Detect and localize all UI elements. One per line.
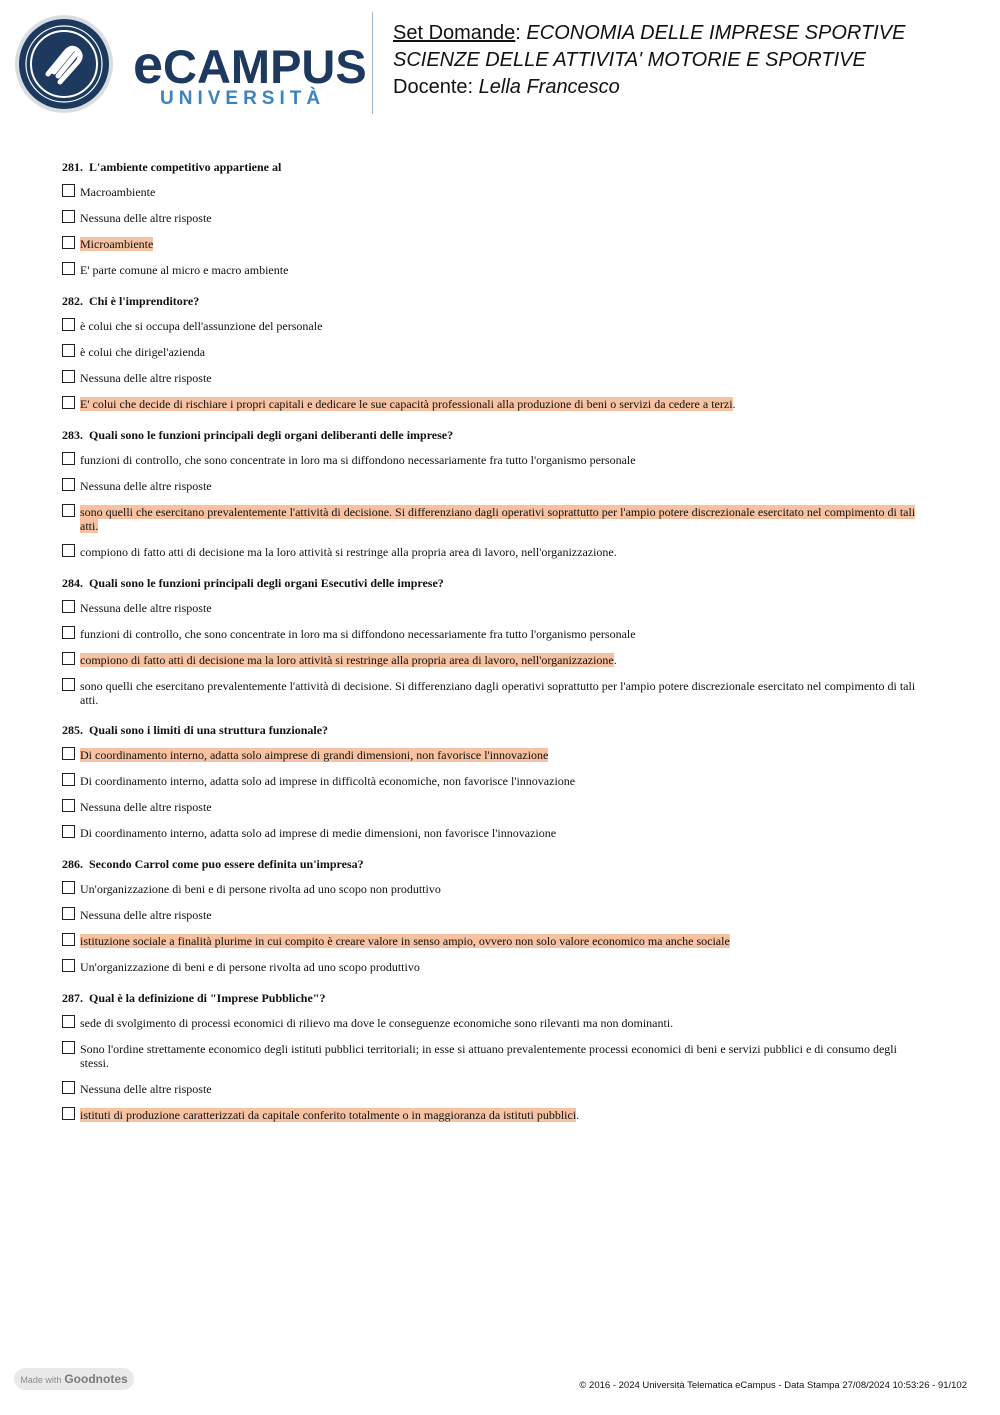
answer-option: [62, 748, 918, 763]
answer-option: [62, 960, 918, 975]
answer-text-highlighted: Di coordinamento interno, adatta solo aimprese di grandi dimensioni, non favorisce l'innovazione: [80, 748, 549, 762]
question-title: [62, 723, 918, 738]
answer-option: [62, 934, 918, 949]
course-subtitle-line: [393, 47, 905, 74]
answer-text: E' parte comune al micro e macro ambiente: [80, 263, 289, 277]
ecampus-seal-logo-icon: [14, 14, 114, 114]
answer-option: [62, 397, 918, 412]
course-subtitle: SCIENZE DELLE ATTIVITA' MOTORIE E SPORTIVE: [393, 49, 866, 71]
answer-checkbox[interactable]: [62, 907, 75, 920]
page-header: [0, 0, 1000, 130]
question-title: [62, 294, 918, 309]
question-block: [62, 857, 918, 975]
question-text: Quali sono i limiti di una struttura funzionale?: [89, 723, 329, 737]
answer-checkbox[interactable]: [62, 747, 75, 760]
answer-text: è colui che si occupa dell'assunzione del personale: [80, 319, 323, 333]
answer-option: [62, 800, 918, 815]
answer-text: Di coordinamento interno, adatta solo ad imprese in difficoltà economiche, non favorisce l'innovazione: [80, 774, 576, 788]
answer-checkbox[interactable]: [62, 210, 75, 223]
docente-label: Docente:: [393, 76, 474, 98]
answer-checkbox[interactable]: [62, 626, 75, 639]
answer-text-highlighted: istituzione sociale a finalità plurime in cui compito è creare valore in senso ampio, ovvero non solo valore economico ma anche sociale: [80, 934, 730, 948]
answer-text: Sono l'ordine strettamente economico degli istituti pubblici territoriali; in esse si attuano prevalentemente processi economici di beni e servizi pubblici e di consumo degli stessi.: [80, 1042, 897, 1070]
ecampus-wordmark: eCAMPUS: [133, 35, 367, 95]
question-title: [62, 160, 918, 175]
answer-checkbox[interactable]: [62, 1015, 75, 1028]
question-number: 286.: [62, 857, 83, 871]
answer-checkbox[interactable]: [62, 262, 75, 275]
answer-text-tail: .: [613, 653, 617, 667]
header-info: [393, 20, 905, 101]
answer-option: [62, 1042, 918, 1070]
answer-text-highlighted: istituti di produzione caratterizzati da capitale conferito totalmente o in maggioranza da istituti pubblici: [80, 1108, 577, 1122]
answer-option: [62, 371, 918, 386]
answer-checkbox[interactable]: [62, 1081, 75, 1094]
question-text: Quali sono le funzioni principali degli organi Esecutivi delle imprese?: [89, 576, 444, 590]
answer-option: [62, 505, 918, 533]
answer-option: [62, 263, 918, 278]
answer-option: [62, 774, 918, 789]
question-title: [62, 576, 918, 591]
answer-option: [62, 679, 918, 707]
question-block: [62, 991, 918, 1123]
question-number: 284.: [62, 576, 83, 590]
question-block: [62, 160, 918, 278]
answer-text: compiono di fatto atti di decisione ma la loro attività si restringe alla propria area di lavoro, nell'organizzazione.: [80, 545, 617, 559]
answer-option: [62, 1108, 918, 1123]
set-line: Set Domande: ECONOMIA DELLE IMPRESE SPORTIVE: [393, 22, 906, 44]
answer-option: [62, 826, 918, 841]
answer-option: [62, 185, 918, 200]
answer-option: [62, 908, 918, 923]
header-divider: [372, 12, 373, 114]
answer-text-highlighted: compiono di fatto atti di decisione ma la loro attività si restringe alla propria area di lavoro, nell'organizzazione: [80, 653, 614, 667]
set-label: Set Domande: [393, 22, 516, 44]
answer-option: [62, 653, 918, 668]
answer-checkbox[interactable]: [62, 652, 75, 665]
question-text: L'ambiente competitivo appartiene al: [89, 160, 282, 174]
answer-checkbox[interactable]: [62, 933, 75, 946]
answer-text-tail: .: [732, 397, 736, 411]
question-text: Qual è la definizione di "Imprese Pubbliche"?: [89, 991, 326, 1005]
answer-checkbox[interactable]: [62, 544, 75, 557]
answer-text: Macroambiente: [80, 185, 156, 199]
answer-text: Nessuna delle altre risposte: [80, 371, 212, 385]
answer-text: Nessuna delle altre risposte: [80, 908, 212, 922]
answer-option: [62, 211, 918, 226]
question-number: 282.: [62, 294, 83, 308]
answer-option: [62, 1016, 918, 1031]
answer-option: [62, 479, 918, 494]
answer-text: sono quelli che esercitano prevalentemente l'attività di decisione. Si differenziano dagli operativi soprattutto per l'ampio potere discrezionale esercitato nel compimento di tali atti.: [80, 679, 916, 707]
goodnotes-watermark: Made with Goodnotes: [14, 1368, 134, 1390]
answer-checkbox[interactable]: [62, 825, 75, 838]
answer-option: [62, 545, 918, 560]
answer-checkbox[interactable]: [62, 344, 75, 357]
answer-text-highlighted: sono quelli che esercitano prevalentemente l'attività di decisione. Si differenziano dagli operativi soprattutto per l'ampio potere discrezionale esercitato nel compimento di tali atti.: [80, 505, 916, 533]
answer-text: Nessuna delle altre risposte: [80, 601, 212, 615]
question-text: Secondo Carrol come puo essere definita un'impresa?: [89, 857, 364, 871]
answer-text: funzioni di controllo, che sono concentrate in loro ma si diffondono necessariamente fra tutto l'organismo personale: [80, 627, 636, 641]
question-number: 287.: [62, 991, 83, 1005]
answer-text-tail: .: [576, 1108, 580, 1122]
question-title: [62, 991, 918, 1006]
ecampus-wordmark-sub: UNIVERSITÀ: [160, 88, 326, 109]
answer-checkbox[interactable]: [62, 1041, 75, 1054]
question-block: [62, 576, 918, 707]
docente-name: Lella Francesco: [478, 76, 620, 98]
answer-checkbox[interactable]: [62, 452, 75, 465]
question-text: Chi è l'imprenditore?: [89, 294, 200, 308]
answer-option: [62, 345, 918, 360]
question-number: 285.: [62, 723, 83, 737]
answer-text: Un'organizzazione di beni e di persone rivolta ad uno scopo non produttivo: [80, 882, 441, 896]
answer-checkbox[interactable]: [62, 773, 75, 786]
answer-checkbox[interactable]: [62, 881, 75, 894]
question-number: 281.: [62, 160, 83, 174]
answer-checkbox[interactable]: [62, 504, 75, 517]
answer-text: Un'organizzazione di beni e di persone rivolta ad uno scopo produttivo: [80, 960, 420, 974]
answer-text: Nessuna delle altre risposte: [80, 800, 212, 814]
answer-text: Nessuna delle altre risposte: [80, 1082, 212, 1096]
answer-text: sede di svolgimento di processi economici di rilievo ma dove le conseguenze economiche sono rilevanti ma non dominanti.: [80, 1016, 674, 1030]
question-title: [62, 428, 918, 443]
question-text: Quali sono le funzioni principali degli organi deliberanti delle imprese?: [89, 428, 454, 442]
answer-option: [62, 453, 918, 468]
course-title: ECONOMIA DELLE IMPRESE SPORTIVE: [526, 22, 906, 44]
answer-option: [62, 601, 918, 616]
answer-checkbox[interactable]: [62, 678, 75, 691]
answer-text: funzioni di controllo, che sono concentrate in loro ma si diffondono necessariamente fra tutto l'organismo personale: [80, 453, 636, 467]
answer-checkbox[interactable]: [62, 1107, 75, 1120]
question-block: [62, 723, 918, 841]
answer-text: è colui che dirigel'azienda: [80, 345, 206, 359]
answer-text-highlighted: Microambiente: [80, 237, 154, 251]
answer-checkbox[interactable]: [62, 959, 75, 972]
answer-option: [62, 627, 918, 642]
answer-checkbox[interactable]: [62, 600, 75, 613]
question-block: [62, 428, 918, 560]
answer-text: Nessuna delle altre risposte: [80, 211, 212, 225]
docente-line: [393, 74, 905, 101]
answer-text-highlighted: E' colui che decide di rischiare i propri capitali e dedicare le sue capacità professionali alla produzione di beni o servizi da cedere a terzi: [80, 397, 733, 411]
answer-checkbox[interactable]: [62, 370, 75, 383]
question-list: [62, 160, 918, 1139]
answer-checkbox[interactable]: [62, 236, 75, 249]
page-footer: © 2016 - 2024 Università Telematica eCampus - Data Stampa 27/08/2024 10:53:26 - 91/102: [579, 1380, 967, 1391]
question-block: [62, 294, 918, 412]
answer-text: Di coordinamento interno, adatta solo ad imprese di medie dimensioni, non favorisce l'innovazione: [80, 826, 557, 840]
answer-checkbox[interactable]: [62, 799, 75, 812]
answer-checkbox[interactable]: [62, 478, 75, 491]
answer-option: [62, 882, 918, 897]
answer-text: Nessuna delle altre risposte: [80, 479, 212, 493]
answer-option: [62, 319, 918, 334]
answer-checkbox[interactable]: [62, 318, 75, 331]
answer-checkbox[interactable]: [62, 396, 75, 409]
question-number: 283.: [62, 428, 83, 442]
answer-checkbox[interactable]: [62, 184, 75, 197]
answer-option: [62, 1082, 918, 1097]
answer-option: [62, 237, 918, 252]
question-title: [62, 857, 918, 872]
